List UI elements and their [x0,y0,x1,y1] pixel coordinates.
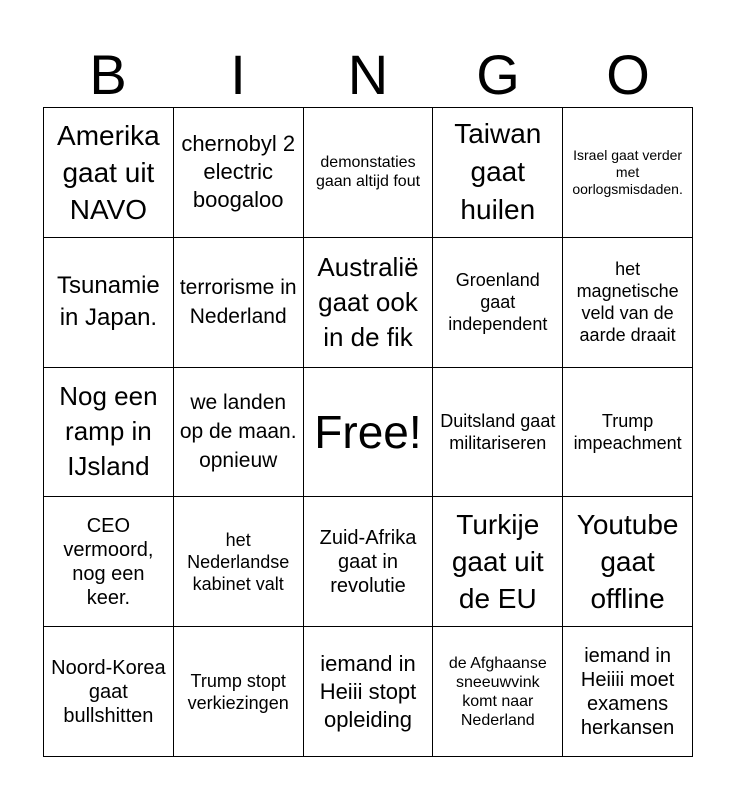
bingo-cell[interactable] [433,627,563,757]
bingo-cell[interactable] [44,368,174,498]
bingo-cell[interactable] [304,238,434,368]
cell-text: Nog een ramp in IJsland [59,381,158,482]
bingo-cell[interactable] [563,108,693,238]
cell-text: Trump stopt verkiezingen [187,670,289,713]
bingo-cell[interactable] [433,497,563,627]
bingo-cell[interactable] [433,238,563,368]
cell-text: het magnetische veld van de aarde draait [576,259,679,346]
bingo-cell[interactable] [563,497,693,627]
cell-text: Tsunamie in Japan. [57,272,160,332]
bingo-cell[interactable] [304,108,434,238]
cell-text: Trump impeachment [573,410,682,453]
bingo-cell[interactable] [174,627,304,757]
cell-text: Groenland gaat independent [448,270,548,335]
bingo-cell[interactable] [433,108,563,238]
cell-text: terrorisme in Nederland [179,276,297,329]
header-letter-n: N [347,43,389,106]
bingo-cell[interactable] [563,627,693,757]
cell-text: de Afghaanse sneeuwvink komt naar Nederland [448,654,547,729]
cell-text: chernobyl 2 electric boogaloo [181,131,296,213]
cell-text: Youtube gaat offline [576,509,679,615]
cell-text: demonstaties gaan altijd fout [315,154,421,191]
bingo-cell[interactable] [304,627,434,757]
header-letter-g: G [476,43,520,106]
bingo-cell[interactable] [44,108,174,238]
bingo-cell[interactable] [563,368,693,498]
cell-text: Duitsland gaat militariseren [440,410,556,453]
cell-text: iemand in Heiii stopt opleiding [319,650,417,732]
header-letter-o: O [606,43,650,106]
bingo-cell[interactable] [174,368,304,498]
cell-text: Zuid-Afrika gaat in revolutie [319,526,417,597]
cell-text: we landen op de maan. opnieuw [179,391,297,473]
bingo-header [43,44,693,106]
bingo-cell[interactable] [174,238,304,368]
header-letter-b: B [89,43,127,106]
cell-text: Australië gaat ook in de fik [317,251,419,352]
bingo-cell[interactable] [563,238,693,368]
cell-text: Turkije gaat uit de EU [451,509,544,615]
cell-text: Taiwan gaat huilen [454,118,542,226]
bingo-cell[interactable] [174,108,304,238]
cell-text: Noord-Korea gaat bullshitten [51,656,166,727]
bingo-cell[interactable] [44,627,174,757]
bingo-cell[interactable] [433,368,563,498]
cell-text: iemand in Heiiii moet examens herkansen [580,644,675,739]
cell-text: Amerika gaat uit NAVO [57,119,160,225]
bingo-cell[interactable] [304,497,434,627]
cell-text: Free! [314,405,422,458]
bingo-cell[interactable] [44,497,174,627]
cell-text: CEO vermoord, nog een keer. [63,514,154,609]
free-cell[interactable] [304,368,434,498]
cell-text: het Nederlandse kabinet valt [187,529,290,594]
bingo-board [43,107,693,757]
bingo-cell[interactable] [174,497,304,627]
cell-text: Israel gaat verder met oorlogsmisdaden. [572,146,683,197]
bingo-cell[interactable] [44,238,174,368]
header-letter-i: I [230,43,246,106]
